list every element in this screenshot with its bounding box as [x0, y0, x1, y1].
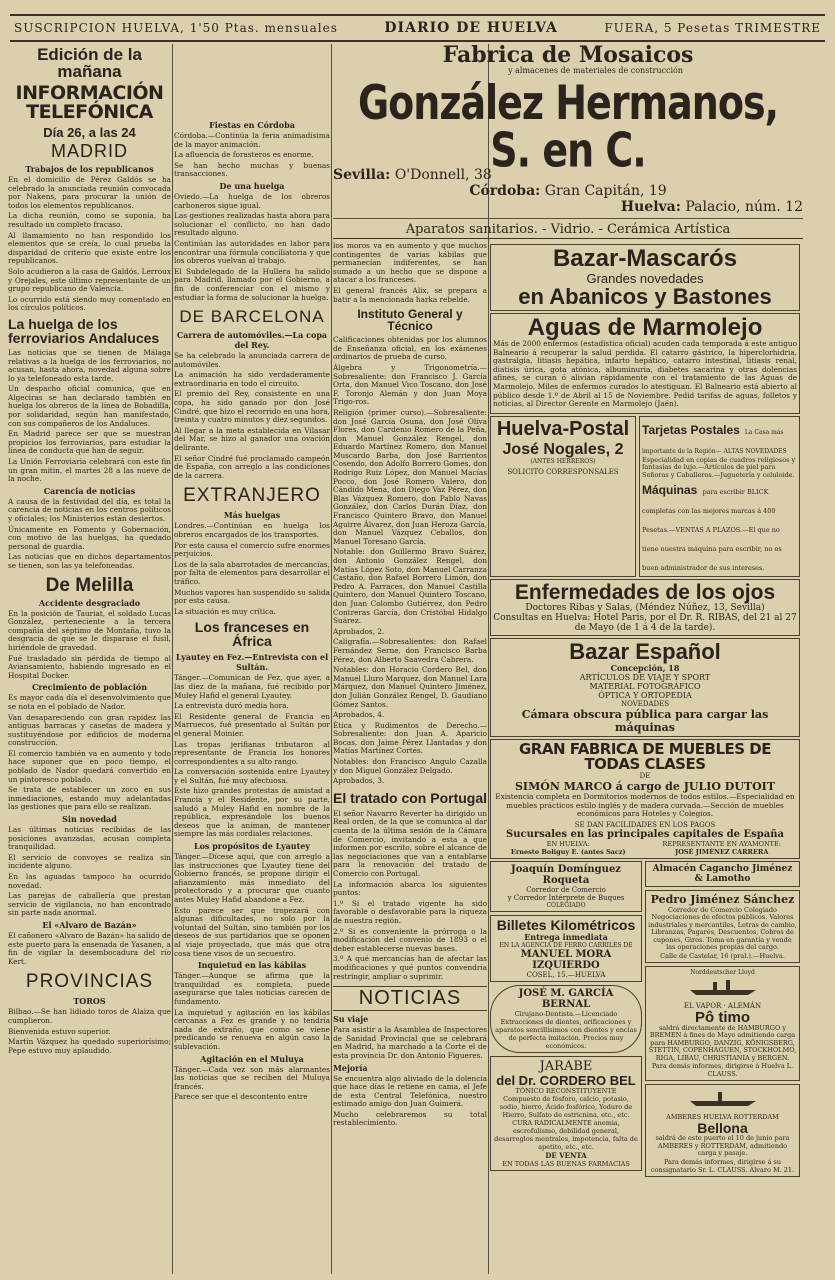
paragraph: Las noticias que se tienen de Málaga relativas a la huelga de los ferroviarios, no acusan, hasta ahora, novedad alguna sobre lo ya telefoneado esta tarde. [8, 347, 171, 383]
bellona-ad: AMBERES HUELVA ROTTERDAM Bellona saldrá de este puerto el 10 de junio para AMBERES y ROTTERDAM, admitiendo carga y pasaje. Para demás informes, dirigirse á su consignatario Sr. L. CLAUSS. Alvaro M. 21. [645, 1084, 800, 1177]
column-divider [331, 44, 332, 1274]
ad-subtitle: y almacenes de materiales de construcción [508, 66, 683, 75]
paragraph: Aprobados, 2. [333, 626, 385, 636]
paragraph: Para asistir a la Asamblea de Inspectores de Sanidad Provincial que se celebrará en Madrid, ha marchado a la Corte el de esta provincia Dr. don Antonio Figueres. [333, 1025, 487, 1060]
section-heading: De Melilla [45, 574, 134, 596]
paragraph: Notable: don Guillermo Bravo Suárez, don Antonio González Rengel, don Matías López Soto, don Manuel Carranza Castaño, don Rafael Borrero Limón, don Pedro A. Farraces, don Manuel Castilla Quintero, don Manuel Quintero Toscano, don Juan Colombo Gutiérrez, don Pedro Contreras García, don Cristóbal Hidalgo Suárez. [333, 547, 487, 626]
headline: De una huelga [219, 180, 285, 191]
column-3 [333, 242, 487, 1274]
pedro-jimenez-ad: Pedro Jiménez Sánchez Corredor de Comercio Colegiado Negociaciones de efectos públicos. Valores industriales y mercantiles, Letras de cambio, Libranzas, Pagarés, Descuentos, Cobros de cupones, Giros. Toma en garantía y vende las operaciones propias del cargo. Calle de Castelar, 16 (pral.).—Huelva. [645, 890, 800, 963]
paragraph: Lo ocurrido está siendo muy comentado en los círculos políticos. [8, 294, 171, 313]
lloyd-ad: Norddeutscher Lloyd EL VAPOR · ALEMÁN Pô timo saldrá directamente de HAMBURGO y BREMEN á fines de Mayo admitiendo carga para HAMBURGO, DANZIG, KÖNIGSBERG, STETTIN, COPENHAGUEN, STOCKHOLMO, RIGA, LIBAU, CHRISTIANIA y BERGEN. Para demás informes, dirigirse á Huelva L. CLAUSS. [645, 966, 800, 1082]
edition-title: Edición de la mañana [37, 45, 142, 81]
billetes-ad: Billetes Kilométricos Entrega inmediata EN LA AGENCIA DE FERRO CARRILES DE MANUEL MORA IZQUIERDO COSEL, 15.—HUELVA [490, 915, 642, 982]
divider [333, 218, 803, 219]
paragraph: Álgebra y Trigonometría.—Sobresaliente: don Francisco J. García Orta, don Manuel Vico Toscano, don José F. Toronjo Alemán y don Juan Moya Trigo-ros. [333, 362, 487, 407]
paragraph: Las últimas noticias recibidas de las posiciones avanzadas, acusan completa tranquilidad. [8, 825, 171, 852]
paragraph: El Residente general de Francia en Marruecos, fué presentado al Sultán por el general Moinier. [174, 711, 330, 738]
paragraph: Los de la sala abarrotados de mercancías, por falta de elementos para desarrollar el tráfico. [174, 559, 330, 586]
paragraph: Londres.—Continúan en huelga los obreros encargados de los transportes. [174, 521, 330, 539]
headline: Mejoría [333, 1062, 368, 1073]
newspaper-title: DIARIO DE HUELVA [384, 20, 558, 36]
divider [333, 238, 803, 239]
paragraph: Este hizo grandes protestas de amistad a Francia y el Residente, por su parte, saludó a Muley Hafid en nombre de la república, expresándole los buenos deseos que la animan, de mantener siempre las más cordiales relaciones. [174, 786, 330, 839]
paragraph: En el domicilio de Pérez Galdós se ha celebrado la anunciada reunión convocada por Nakens, para procurar la unión de todos los elementos republicanos. [8, 175, 171, 210]
paragraph: La conversación sostenida entre Lyautey y el Sultán, fué muy afectuosa. [174, 767, 330, 785]
paragraph: El servicio de convoyes se realiza sin incidente alguno. [8, 852, 171, 871]
paragraph: El premio del Rey, consistente en una copa, ha sido ganado por don José Cindré, que hizo el recorrido en una hora, treinta y cuatro minutos y diez segundos. [174, 389, 330, 425]
paragraph: Parece ser que el descontento entre [174, 1092, 308, 1102]
headline: Carencia de noticias [43, 485, 136, 496]
paragraph: Oviedo.—La huelga de los obreros carboneros sigue igual. [174, 191, 330, 210]
city-heading: MADRID [51, 141, 128, 161]
paragraph: 3.º A qué mercancías han de afectar las modificaciones y qué puntos convendría restringir, ampliar o suprimir. [333, 954, 487, 981]
ad-products: Aparatos sanitarios. - Vidrio. - Cerámica Artística [405, 222, 731, 237]
cagancho-ad: Almacén Cagancho Jiménez & Lamotho [645, 861, 800, 887]
headline: Carrera de automóviles.—La copa del Rey. [176, 330, 328, 351]
paragraph: A causa de la festividad del día, es total la carencia de noticias en los centros políticos y oficiales; los Ministerios están desiertos. [8, 496, 171, 523]
mosaicos-ad [333, 44, 803, 238]
paragraph: Continúan las autoridades en labor para encontrar una fórmula conciliatoria y que los obreros vuelvan al trabajo. [174, 238, 330, 266]
masthead [14, 18, 821, 38]
paragraph: Notables: don Horacio Cordero Bel, don Manuel Lluro Marquez, don Manuel Lara Márquez, don Manuel Quintero Jiménez, don Julián González Rengel, D. Gaudiano Gómez Santos. [333, 665, 487, 709]
ad-title: Aguas de Marmolejo [527, 314, 763, 341]
ship-icon [688, 1089, 758, 1107]
paragraph: El Subdelegado de la Hullera ha salido para Madrid, llamado por el Gobierno, a fin de conferenciar con el mismo y estudiar la forma de solucionar la huelga. [174, 266, 330, 302]
headline: Más huelgas [223, 510, 281, 521]
postal-ads-row [490, 416, 800, 578]
paragraph: La entrevista duró media hora. [174, 701, 289, 711]
paragraph: Ética y Rudimentos de Derecho.—Sobresaliente: don Juan A. Aparicio Bocas, don Jaime Pérez Llantadas y don Matías Martínez Cortés. [333, 720, 487, 756]
bazar-espanol-ad: Bazar Español Concepción, 18 ARTÍCULOS DE VIAJE Y SPORT MATERIAL FOTOGRÁFICO ÓPTICA Y ORTOPEDIA NOVEDADES Cámara obscura pública para cargar las máquinas [490, 638, 800, 737]
paragraph: Bienvenida estuvo superior. [8, 1026, 111, 1036]
paragraph: Solo acudieron a la casa de Galdós, Lerroux y Orejales, este último representante de un grupo republicano de Valencia. [8, 266, 171, 294]
paragraph: Se han hecho muchas y buenas transacciones. [174, 160, 330, 179]
paragraph: Religión (primer curso).—Sobresaliente: don José García Osuna, don José Oliva Flores, don Cardenio Romero de la Peña, don Manuel González Rengel, don Eduardo Martínez Romero, don Manuel Muscardo Barba, don José Barrientos Cosendo, don Adolfo Borrero Gomes, don Rodrigo Ruiz López, don Manuel Macías Pocco, don José Romero Valero, don Cándido Mena, don Diego Vaz Pérez, don Blas Vázquez Romero, don Pablo Navas González, don Carlos Durán Díaz, don Francisco Quintero Bravo, don Manuel Aguirre Álvarez, don Juan Heroza García, don Manuel Vázquez Ceballos, don Manuel Toresano García. [333, 407, 487, 546]
paragraph: El señor Cindré fué proclamado campeón de España, con arreglo a las condiciones de la carrera. [174, 453, 330, 480]
paragraph: Es mayor cada día el desenvolvimiento que se nota en el poblado de Nador. [8, 693, 171, 711]
paragraph: Por esta causa el comercio sufre enormes perjuicios. [174, 540, 330, 559]
dominguez-ad: Joaquín Domínguez Roqueta Corredor de Comercio y Corredor Intérprete de Buques COLEGIADO [490, 861, 642, 912]
paragraph: Se trata de establecer un zoco en sus inmediaciones, estando muy adelantadas las gestiones que para ello se realizan. [8, 785, 171, 812]
ad-company: González Hermanos, S. en C. [357, 75, 779, 178]
mascaros-ad [490, 244, 800, 311]
headline: Los propósitos de Lyautey [193, 841, 311, 852]
headline: Fiestas en Córdoba [209, 120, 295, 130]
paragraph: Se ha celebrado la anunciada carrera de automóviles. [174, 351, 330, 369]
paragraph: El cañonero «Alvaro de Bazán» ha salido de este puerto para la ensenada de Yasanen, a fin de vigilar la desembocadura del río Kert. [8, 930, 171, 966]
paragraph: La animación ha sido verdaderamente extraordinaria en todo el circuito. [174, 370, 330, 388]
headline: Agitación en el Muluya [200, 1053, 304, 1064]
headline: La huelga de los ferroviarios Andaluces [8, 315, 160, 346]
section-heading: El tratado con Portugal [333, 789, 487, 806]
ad-text: Doctores Ribas y Salas, (Méndez Núñez, 13, Sevilla) [525, 603, 765, 614]
paragraph: Tánger.—Dícese aquí, que con arreglo a las instrucciones que Lyautey tiene del Gobierno francés, se propone dirigir el afianzamiento más inmediato del protectorado y a procurar que cuanto antes Muley Hafid abandone a Fez. [174, 852, 330, 904]
paragraph: La inquietud y agitación en las kábilas cercanas a Fez es grande y no tendría nada de extraño, que como se viene predicando se renueva en algún caso la sublevación. [174, 1007, 330, 1051]
paragraph: El general francés Alix, se prepara a batir a la mencionada harka rebelde. [333, 285, 487, 304]
headline: Trabajos de los republicanos [25, 164, 154, 174]
ad-address: Huelva: Palacio, núm. 12 [620, 199, 803, 215]
paragraph: Fué trasladado sin pérdida de tiempo al Aviansamiento, habiendo ingresado en el Hospital Docker. [8, 653, 171, 680]
ad-title: Bazar Español [569, 639, 721, 665]
paragraph: La información abarca los siguientes puntos: [333, 879, 487, 898]
paragraph: Muchos vapores han suspendido su salida por esta causa. [174, 587, 330, 606]
paragraph: El señor Navarro Reverter ha dirigido un Real orden, de la que se comunica al dar cuenta de la última sesión de la Cámara de Comercio, invitando a esta a que informen por escrito, sobre el alcance de las negociaciones que van a entablarse para la renovación del tratado de Comercio con Portugal. [333, 808, 487, 878]
paragraph: Calificaciones obtenidas por los alumnos de Enseñanza oficial, en los exámenes ordinarios de prueba de curso. [333, 335, 487, 362]
section-heading: Los franceses en África [194, 619, 310, 650]
paragraph: El comercio también va en aumento y todo hace suponer que en poco tiempo, el poblado de Nador quedará convertido en un pintoresco poblado. [8, 748, 171, 784]
section-heading: DE BARCELONA [179, 307, 325, 327]
paragraph: Notables: don Francisco Angulo Cazalla y don Miguel González Delgado. [333, 757, 487, 775]
ad-title: Huelva-Postal [496, 417, 630, 440]
paragraph: En la posición de Tauriat, el soldado Lucas González, perteneciente a la tercera compañía del séptimo de Montaña, tuvo la desgracia de que se le disparase el fusil, hiriéndole de gravedad. [8, 608, 171, 652]
section-heading: Instituto General y Técnico [357, 307, 463, 334]
subscription-outside: FUERA, 5 Pesetas TRIMESTRE [604, 21, 821, 35]
headline: Lyautey en Fez.—Entrevista con el Sultán. [175, 652, 329, 673]
ad-note: SOLICITO CORRESPONSALES [507, 467, 619, 476]
ad-subtitle: en Abanicos y Bastones [518, 284, 772, 309]
paragraph: Caligrafía.—Sobresalientes: don Rafael Fernández Serne, don Francisco Barba Pérez, don Alberto Saavedra Cabrera. [333, 637, 487, 664]
muebles-ad: GRAN FABRICA DE MUEBLES DE TODAS CLASES DE SIMÓN MARCO á cargo de JULIO DUTOIT Existencia completa en Dormitorios modernos de todos estilos.—Especialidad en muebles prácticos estilo inglés y de madera curvada.—Sección de muebles económicos para Hoteles y Colegios. SE DAN FACILIDADES EN LOS PAGOS Sucursales en las principales capitales de España EN HUELVA: Ernesto Boliguy E. (antes Sacz) REPRESENTANTE EN AYAMONTE: JOSÉ JIMÉNEZ CARRERA [490, 739, 800, 859]
huelva-postal-ad [490, 416, 636, 578]
ad-text: Más de 2000 enfermos (estadística oficial) acuden cada temporada á este antiguo Balneario á recuperar la salud perdida. El catarro gástrico, la hiperclorhidria, gastralgia, litiasis hepática, infarto hepático, catarro intestinal, litiasis renal, diatisis úrica, gota atónica, albuminuria, diabetes sacarina y otras dolencias afines, se curan ó alivian rápidamente con el tratamiento de las Aguas de Marmolejo. Miles de enfermos curados lo atestiguan. El Balneario está abierto al público desde 1.º de Abril al 15 de Noviembre. Pedid tarifas de aguas, folletos y noticias, al Director Gerente en Marmolejo (Jaén). [493, 339, 797, 409]
ad-title: Enfermedades de los ojos [514, 581, 776, 605]
paragraph: En las aguadas tampoco ha ocurrido novedad. [8, 872, 171, 890]
paragraph: Un despacho oficial comunica, que en Algeciras se han declarado también en huelga los obreros de la línea de Bobadilla, por solidaridad, según han manifestado, con sus compañeros de los Andaluces. [8, 384, 171, 428]
paragraph: 2.º Si es conveniente la prórroga o la modificación del convenio de 1893 o el deber establecerse nuevas bases. [333, 926, 487, 953]
ad-address: Sevilla: O'Donnell, 38 [333, 167, 492, 183]
paragraph: Tánger.—Comunican de Fez, que ayer, a las diez de la mañana, fué recibido por Muley Hafid el general Lyautey. [174, 673, 330, 700]
paragraph: Se encuentra algo aliviado de la dolencia que hace días le retiene en cama, el Jefe de esta Central Telefónica, nuestro estimado amigo don Juan Guimerá. [333, 1073, 487, 1109]
paragraph: Aprobados, 4. [333, 710, 385, 720]
ad-text: Consultas en Huelva: Hotel Paris, por el Dr. R. RIBAS, del 21 al 27 de Mayo (de 1 á 4 de la tarde). [493, 613, 797, 634]
ad-note: (ANTES HERREROS) [530, 457, 596, 465]
subscription-local: SUSCRIPCION HUELVA, 1'50 Ptas. mensuales [14, 21, 338, 35]
paragraph: Las noticias que en dichos departamentos se tienen, son las ya telefoneadas. [8, 552, 171, 570]
paragraph: Únicamente en Fomento y Gobernación, con motivo de las huelgas, ha quedado personal de guardia. [8, 524, 171, 551]
column-4-ads [490, 242, 800, 1274]
marmolejo-ad [490, 313, 800, 414]
paragraph: La Unión Ferroviaria celebrará con este fin un gran mitin, el martes 28 a las nueve de la noche. [8, 457, 171, 484]
top-rule [10, 14, 825, 16]
paragraph: Córdoba.—Continúa la feria animadísima de la mayor animación. [174, 131, 330, 149]
section-title: INFORMACIÓN TELEFÓNICA [15, 82, 164, 123]
paragraph: 1.º Si el tratado vigente ha sido favorable o desfavorable para la riqueza de nuestra región. [333, 898, 487, 925]
paragraph: La dicha reunión, como se suponía, ha resultado un completo fracaso. [8, 211, 171, 229]
paragraph: Al llegar a la meta establecida en Vilasar del Mar, se hizo al ganador una ovación delirante. [174, 425, 330, 453]
headline: Crecimiento de población [31, 682, 148, 693]
date-line: Día 26, a las 24 [43, 125, 136, 140]
column-2 [174, 118, 330, 1274]
masthead-rule [10, 40, 825, 42]
paragraph: Mucho celebraremos su total restablecimiento. [333, 1109, 487, 1128]
paragraph: Tánger.—Aunque se afirma que la tranquilidad es completa, puede asegurarse que tales noticias carecen de fundamento. [174, 971, 330, 1006]
paragraph: Van desapareciendo con gran rapidez las antiguas barracas y casetas de madera y sustituyéndose por edificios de moderna construcción. [8, 712, 171, 748]
paragraph: Al llamamiento no han respondido los elementos que se creía, lo cual prueba la disparidad de criterio que existe entre los republicanos. [8, 230, 171, 266]
section-heading: PROVINCIAS [25, 971, 154, 993]
paragraph: La situación es muy crítica. [174, 606, 276, 616]
headline: Inquietud en las kábilas [197, 960, 307, 971]
column-1 [8, 44, 171, 1274]
ad-subtitle: Grandes novedades [586, 271, 704, 286]
jarabe-ad: JARABE del Dr. CORDERO BEL TÓNICO RECONSTITUYENTE Compuesto de fósforo, calcio, potasio, sodio, hierro, Ácido fosfórico, Yoduro de Hierro, Sulfato de estricnina, etc., etc. CURA RADICALMENTE anemia, escrofulismo, debilidad general, desarreglos mentrales, impotencia, falta de apetito, etc., etc. DE VENTA EN TODAS LAS BUENAS FARMACIAS [490, 1056, 642, 1171]
paragraph: Tánger.—Cada vez son más alarmantes las noticias que se reciben del Muluya francés. [174, 1064, 330, 1091]
tarjetas-ad: Tarjetas Postales La Casa más importante de la Región— ALTAS NOVEDADES Especialidad en copias de cuadros religiosos y fantasías de lujo.—Artículos de piel para Señoras y Caballeros.—Juguetería y celuloide. Máquinas para escribir BLICK completas con las mejores marcas á 400 Pesetas.—VENTAS A PLAZOS.—El que no tiene nuestra máquina para escribir, no es buen administrador de sus intereses. [639, 416, 800, 578]
ad-title: Bazar-Mascarós [552, 245, 738, 272]
paragraph: En Madrid parece ser que se muestran propicios los ferroviarios, para estudiar la línea de conducta que han de seguir. [8, 429, 171, 456]
paragraph: Esto parece ser que tropezará con algunas dificultades, no solo por la voluntad del Sultán, sino también por los deseos de sus partidarios que se oponen al viaje proyectado, que más que otra cosa tiene visos de un secuestro. [174, 905, 330, 958]
dentista-ad: JOSÉ M. GARCÍA BERNAL Cirujano-Dentista.—Licenciado Extracciones de dientes, orificaciones y aparatos sencillísimos con dientes y encías de perfecta imitación. Precios muy económicos. [490, 985, 642, 1053]
paragraph: Las tropas jerifianas tributaron al representante de Francia los honores correspondientes a su alto rango. [174, 739, 330, 766]
ad-address: Córdoba: Gran Capitán, 19 [469, 183, 667, 199]
ads-lower [490, 861, 800, 1177]
headline: TOROS [73, 996, 106, 1007]
headline: Sin novedad [62, 814, 117, 825]
section-heading: NOTICIAS [333, 986, 487, 1011]
ad-address: José Nogales, 2 [502, 440, 624, 458]
paragraph: los moros va en aumento y que muchos contingentes de varias kábilas que permanecían indiferentes, se han sumado a un hecho que se dispone a atacar a los franceses. [333, 242, 487, 285]
section-heading: EXTRANJERO [183, 485, 321, 507]
ship-icon [688, 978, 758, 996]
ojos-ad [490, 579, 800, 636]
paragraph: Las gestiones realizadas hasta ahora para solucionar el conflicto, no han dado resultado alguno. [174, 211, 330, 238]
headline: El «Alvaro de Bazán» [42, 919, 137, 930]
paragraph: Aprobados, 3. [333, 776, 385, 786]
headline: Accidente desgraciado [38, 597, 141, 608]
paragraph: La afluencia de forasteros es enorme. [174, 150, 314, 160]
ad-title: Fabrica de Mosaicos [442, 44, 694, 68]
headline: Su viaje [333, 1014, 369, 1025]
paragraph: Bilbao.—Se han lidiado toros de Alaiza que cumplieron. [8, 1007, 171, 1025]
paragraph: Las parejas de caballería que prestan servicio de vigilancia, no han encontrado sin parte nada anormal. [8, 891, 171, 918]
paragraph: Martín Vázquez ha quedado superiorísimo; Pepe estuvo muy aplaudido. [8, 1037, 171, 1055]
column-divider [172, 44, 173, 1274]
